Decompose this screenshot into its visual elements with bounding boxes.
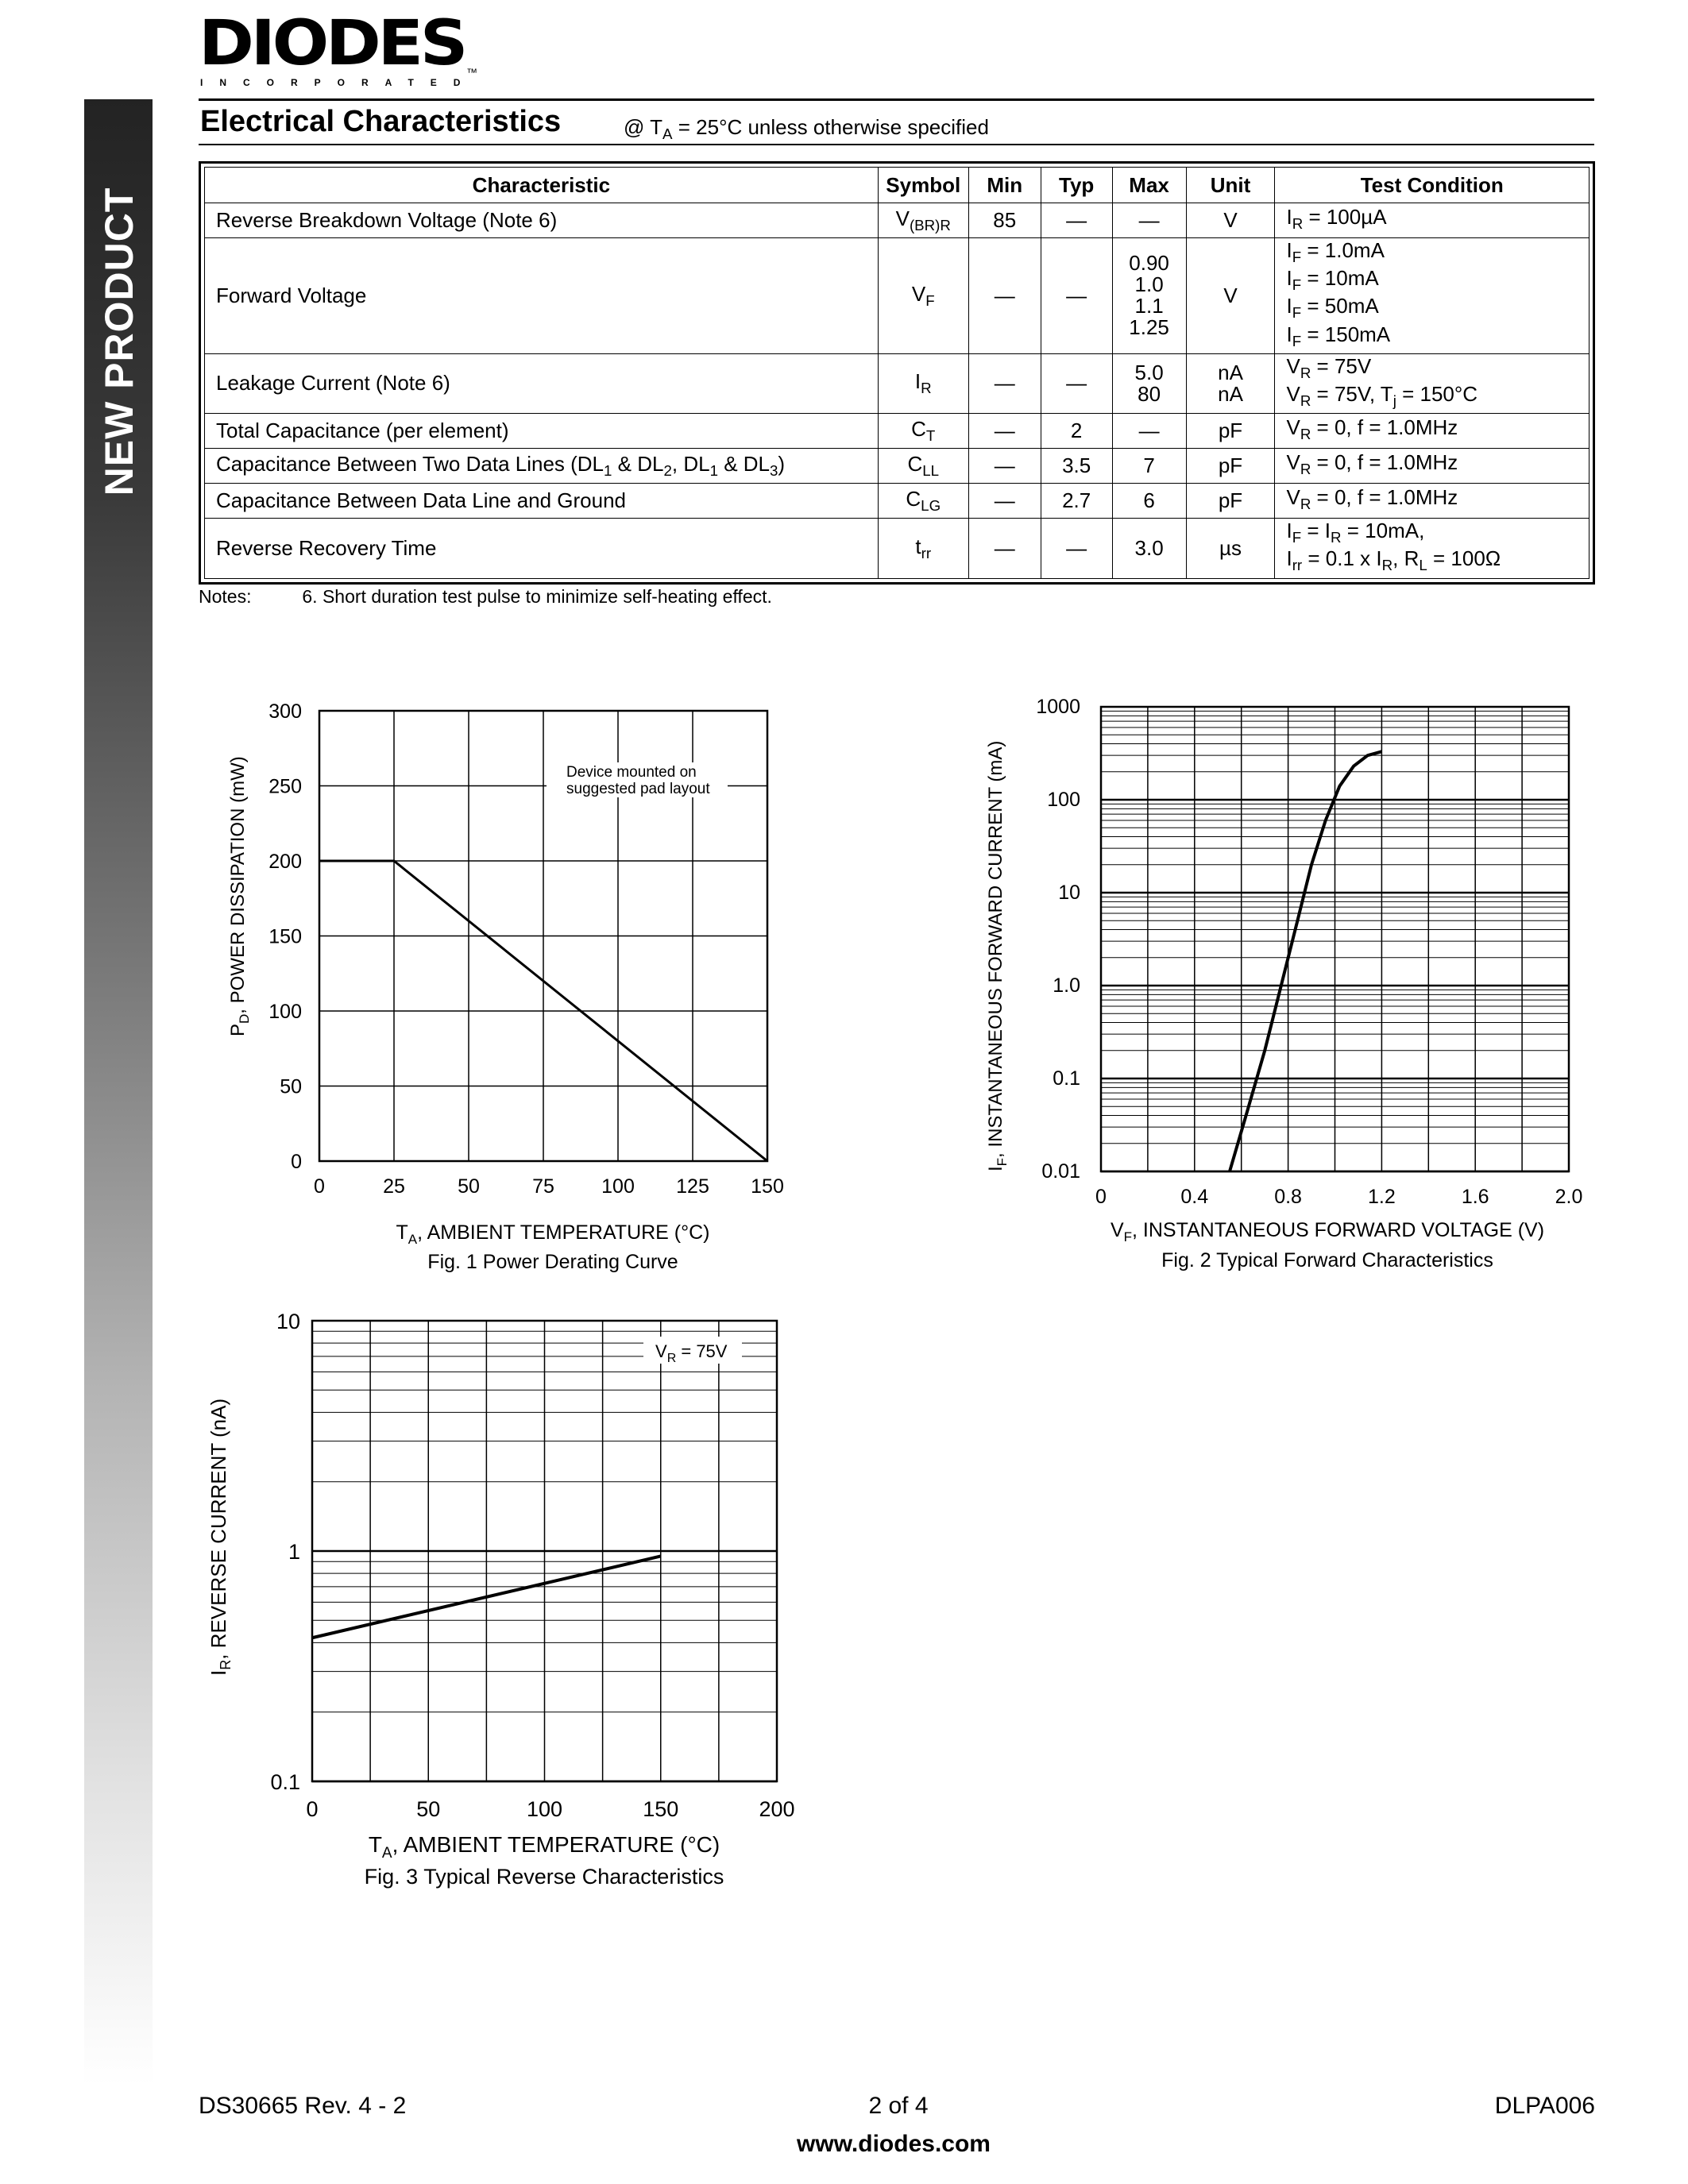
fig3-x-tick-label: 0 [306, 1797, 319, 1821]
condition-cell: $V_R = 0$, f = 1.0MHz [1275, 414, 1590, 449]
fig2-x-tick-label: 0.4 [1180, 1186, 1209, 1208]
condition-cell: $V_R = 0$, f = 1.0MHz [1275, 449, 1590, 484]
column-header: Symbol [878, 168, 968, 203]
min-cell: — [968, 519, 1041, 578]
condition-cell: $V_R = 0$, f = 1.0MHz [1275, 484, 1590, 519]
typ-cell: — [1041, 353, 1112, 413]
fig2-y-tick-label: 100 [1047, 789, 1080, 811]
symbol-cell: $C_{LG}$ [878, 484, 968, 519]
min-cell: 85 [968, 203, 1041, 238]
fig1-y-tick-label: 100 [268, 1001, 302, 1023]
min-cell: — [968, 353, 1041, 413]
fig2-x-axis-label: $V_F$, INSTANTANEOUS FORWARD VOLTAGE (V) [1110, 1219, 1545, 1244]
max-cell: — [1112, 414, 1186, 449]
typ-cell: — [1041, 519, 1112, 578]
column-header: Test Condition [1275, 168, 1590, 203]
logo-wordmark: DIODES [199, 8, 465, 79]
fig2-y-tick-label: 1000 [1036, 696, 1080, 718]
fig1-caption: Fig. 1 Power Derating Curve [427, 1251, 678, 1273]
symbol-cell: $C_T$ [878, 414, 968, 449]
unit-cell: nA nA [1186, 353, 1275, 413]
fig1-x-tick-label: 50 [458, 1175, 480, 1198]
unit-cell: pF [1186, 414, 1275, 449]
fig3-caption: Fig. 3 Typical Reverse Characteristics [364, 1865, 724, 1889]
column-header: Max [1112, 168, 1186, 203]
fig2-y-tick-label: 1.0 [1053, 974, 1080, 997]
fig1-x-tick-label: 125 [676, 1175, 709, 1198]
fig2-y-tick-label: 10 [1058, 882, 1080, 904]
fig2-x-tick-label: 0.8 [1274, 1186, 1302, 1208]
fig3-x-tick-label: 100 [526, 1797, 563, 1821]
condition-cell: $V_R = 75V$ $V_R = 75V$, $T_j = 150^\circ C$ [1275, 353, 1590, 413]
fig1-y-tick-label: 200 [268, 851, 302, 873]
part-number: DLPA006 [1494, 2093, 1595, 2119]
characteristic-cell: Capacitance Between Data Line and Ground [205, 484, 879, 519]
typ-cell: 2.7 [1041, 484, 1112, 519]
symbol-cell: $V_F$ [878, 238, 968, 354]
fig1-y-tick-label: 0 [291, 1151, 302, 1173]
fig1-x-tick-label: 100 [601, 1175, 635, 1198]
fig1-x-tick-label: 25 [383, 1175, 405, 1198]
symbol-cell: $I_R$ [878, 353, 968, 413]
column-header: Min [968, 168, 1041, 203]
fig1-x-axis-label: $T_A$, AMBIENT TEMPERATURE (°C) [396, 1221, 710, 1247]
min-cell: — [968, 414, 1041, 449]
fig3-x-tick-label: 200 [759, 1797, 795, 1821]
fig3-y-tick-label: 1 [288, 1540, 300, 1564]
fig3-x-axis-label: $T_A$, AMBIENT TEMPERATURE (°C) [368, 1832, 720, 1862]
section-title: Electrical Characteristics [200, 105, 562, 138]
max-cell: 0.90 1.0 1.1 1.25 [1112, 238, 1186, 354]
fig1-annotation-line2: suggested pad layout [566, 781, 710, 797]
characteristic-cell: Capacitance Between Two Data Lines ($DL_1$ & $DL_2$, $DL_1$ & $DL_3$) [205, 449, 879, 484]
document-number: DS30665 Rev. 4 - 2 [199, 2093, 407, 2119]
fig3-y-ticks [270, 1310, 300, 1794]
fig3-x-tick-label: 50 [416, 1797, 441, 1821]
unit-cell: V [1186, 203, 1275, 238]
fig3-y-tick-label: 10 [276, 1310, 300, 1333]
website-link[interactable]: www.diodes.com [797, 2131, 991, 2157]
fig1-y-tick-label: 50 [280, 1075, 302, 1098]
fig2-x-tick-label: 1.2 [1368, 1186, 1396, 1208]
fig2-x-tick-label: 2.0 [1555, 1186, 1583, 1208]
typ-cell: — [1041, 238, 1112, 354]
max-cell: 6 [1112, 484, 1186, 519]
characteristic-cell: Reverse Recovery Time [205, 519, 879, 578]
fig3-x-tick-label: 150 [643, 1797, 679, 1821]
column-header: Characteristic [205, 168, 879, 203]
fig2-caption: Fig. 2 Typical Forward Characteristics [1161, 1249, 1493, 1271]
min-cell: — [968, 449, 1041, 484]
min-cell: — [968, 484, 1041, 519]
fig2-x-tick-label: 1.6 [1461, 1186, 1489, 1208]
unit-cell: V [1186, 238, 1275, 354]
fig1-annotation-line1: Device mounted on [566, 764, 697, 781]
column-header: Unit [1186, 168, 1275, 203]
fig1-x-tick-label: 75 [532, 1175, 554, 1198]
logo-trademark: ™ [466, 66, 477, 79]
side-banner-label: NEW PRODUCT [97, 187, 141, 496]
typ-cell: 3.5 [1041, 449, 1112, 484]
fig1-y-tick-label: 300 [268, 700, 302, 723]
characteristic-cell: Forward Voltage [205, 238, 879, 354]
characteristic-cell: Total Capacitance (per element) [205, 414, 879, 449]
fig2-y-axis-label: $I_F$, INSTANTANEOUS FORWARD CURRENT (mA) [985, 740, 1010, 1171]
fig1-x-tick-label: 0 [314, 1175, 325, 1198]
fig3-y-tick-label: 0.1 [270, 1770, 300, 1794]
max-cell: 7 [1112, 449, 1186, 484]
typ-cell: — [1041, 203, 1112, 238]
unit-cell: pF [1186, 449, 1275, 484]
page-number: 2 of 4 [868, 2093, 929, 2119]
fig1-y-tick-label: 150 [268, 925, 302, 948]
condition-cell: $I_R = 100\mu A$ [1275, 203, 1590, 238]
note-item: 6. Short duration test pulse to minimize self-heating effect. [302, 586, 772, 607]
fig3-grid [312, 1321, 777, 1781]
symbol-cell: $t_{rr}$ [878, 519, 968, 578]
symbol-cell: $V_{(BR)R}$ [878, 203, 968, 238]
symbol-cell: $C_{LL}$ [878, 449, 968, 484]
fig2-y-tick-label: 0.1 [1053, 1067, 1080, 1090]
section-subtitle: @ $T_A = 25^\circ C$ unless otherwise specified [624, 115, 989, 143]
fig1-x-tick-label: 150 [751, 1175, 784, 1198]
fig2-y-tick-label: 0.01 [1041, 1160, 1080, 1183]
logo-subtitle: INCORPORATED [200, 77, 477, 88]
notes-label: Notes: [199, 586, 252, 607]
fig3-x-ticks [306, 1797, 794, 1821]
max-cell: 5.0 80 [1112, 353, 1186, 413]
fig2-x-tick-label: 0 [1095, 1186, 1107, 1208]
characteristic-cell: Leakage Current (Note 6) [205, 353, 879, 413]
condition-cell: $I_F = 1.0mA$ $I_F = 10mA$ $I_F = 50mA$ $I_F = 150mA$ [1275, 238, 1590, 354]
unit-cell: pF [1186, 484, 1275, 519]
fig1-y-axis-label: $P_D$, POWER DISSIPATION (mW) [227, 756, 252, 1036]
min-cell: — [968, 238, 1041, 354]
fig3-y-axis-label: $I_R$, REVERSE CURRENT (nA) [207, 1398, 234, 1676]
characteristic-cell: Reverse Breakdown Voltage (Note 6) [205, 203, 879, 238]
max-cell: — [1112, 203, 1186, 238]
max-cell: 3.0 [1112, 519, 1186, 578]
unit-cell: µs [1186, 519, 1275, 578]
condition-cell: $I_F = I_R = 10mA$, $I_{rr} = 0.1$ x $I_R$, $R_L = 100\Omega$ [1275, 519, 1590, 578]
column-header: Typ [1041, 168, 1112, 203]
typ-cell: 2 [1041, 414, 1112, 449]
fig1-y-tick-label: 250 [268, 775, 302, 798]
fig3-annotation: $V_R = 75V$ [655, 1341, 728, 1365]
